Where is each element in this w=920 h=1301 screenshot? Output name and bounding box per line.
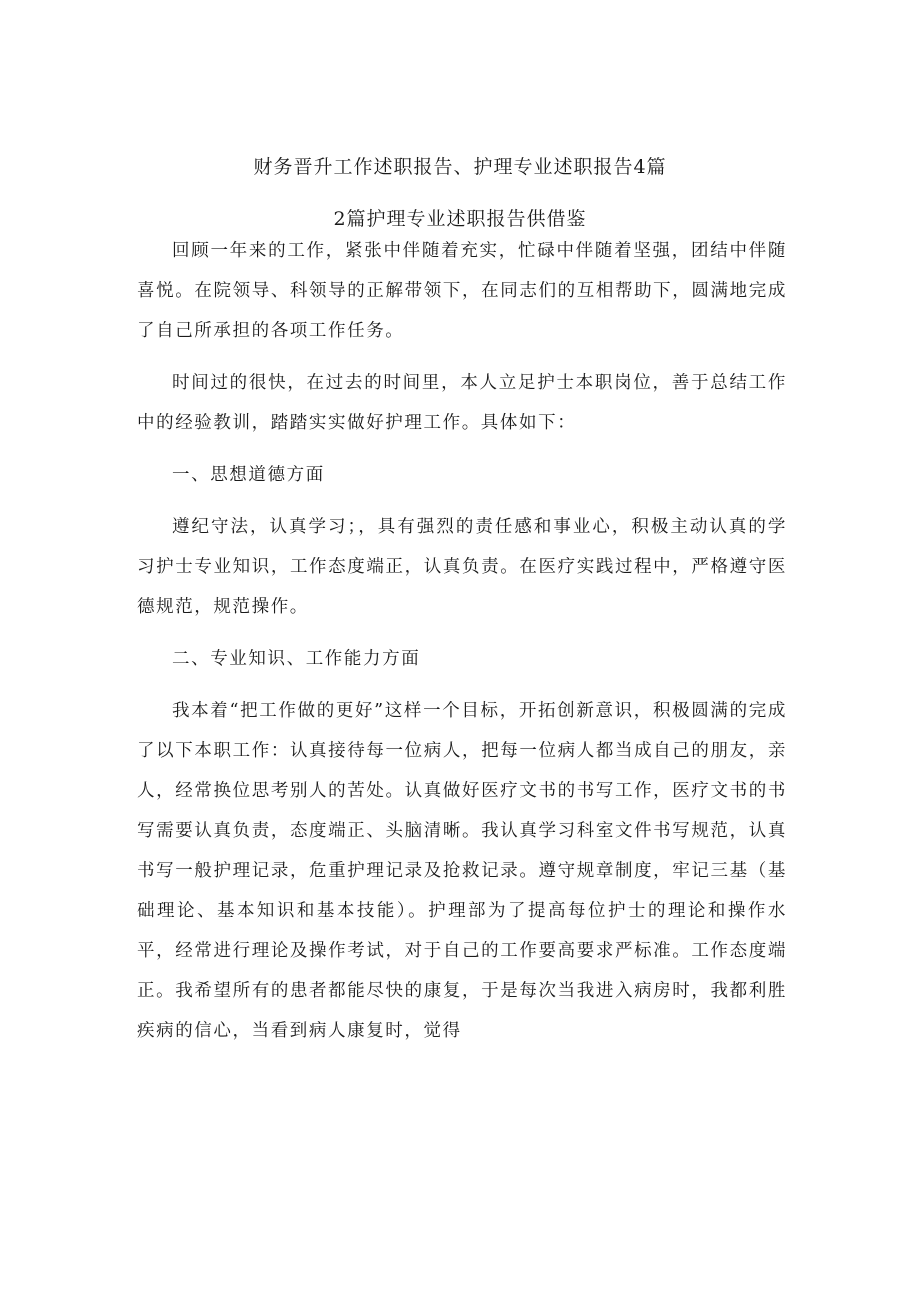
section-heading: 一、思想道德方面 <box>172 465 325 485</box>
document-title: 财务晋升工作述职报告、护理专业述职报告4篇 <box>253 156 667 178</box>
body-paragraph: 回顾一年来的工作，紧张中伴随着充实，忙碌中伴随着坚强，团结中伴随喜悦。在院领导、科领导的正解带领下，在同志们的互相帮助下，圆满地完成了自己所承担的各项工作任务。 <box>137 241 787 341</box>
document-body <box>137 231 787 1063</box>
body-paragraph: 时间过的很快，在过去的时间里，本人立足护士本职岗位，善于总结工作中的经验教训，踏踏实实做好护理工作。具体如下： <box>137 373 787 433</box>
body-paragraph: 遵纪守法，认真学习；，具有强烈的责任感和事业心，积极主动认真的学习护士专业知识，工作态度端正，认真负责。在医疗实践过程中，严格遵守医德规范，规范操作。 <box>137 517 787 617</box>
body-paragraph: 我本着“把工作做的更好”这样一个目标，开拓创新意识，积极圆满的完成了以下本职工作：认真接待每一位病人，把每一位病人都当成自己的朋友，亲人，经常换位思考别人的苦处。认真做好医疗文书的书写工作，医疗文书的书写需要认真负责，态度端正、头脑清晰。我认真学习科室文件书写规范，认真书写一般护理记录，危重护理记录及抢救记录。遵守规章制度，牢记三基（基础理论、基本知识和基本技能）。护理部为了提高每位护士的理论和操作水平，经常进行理论及操作考试，对于自己的工作要高要求严标准。工作态度端正。我希望所有的患者都能尽快的康复，于是每次当我进入病房时，我都利胜疾病的信心，当看到病人康复时，觉得 <box>137 701 787 1041</box>
document-subtitle: 2篇护理专业述职报告供借鉴 <box>333 208 587 230</box>
section-heading: 二、专业知识、工作能力方面 <box>172 649 421 669</box>
